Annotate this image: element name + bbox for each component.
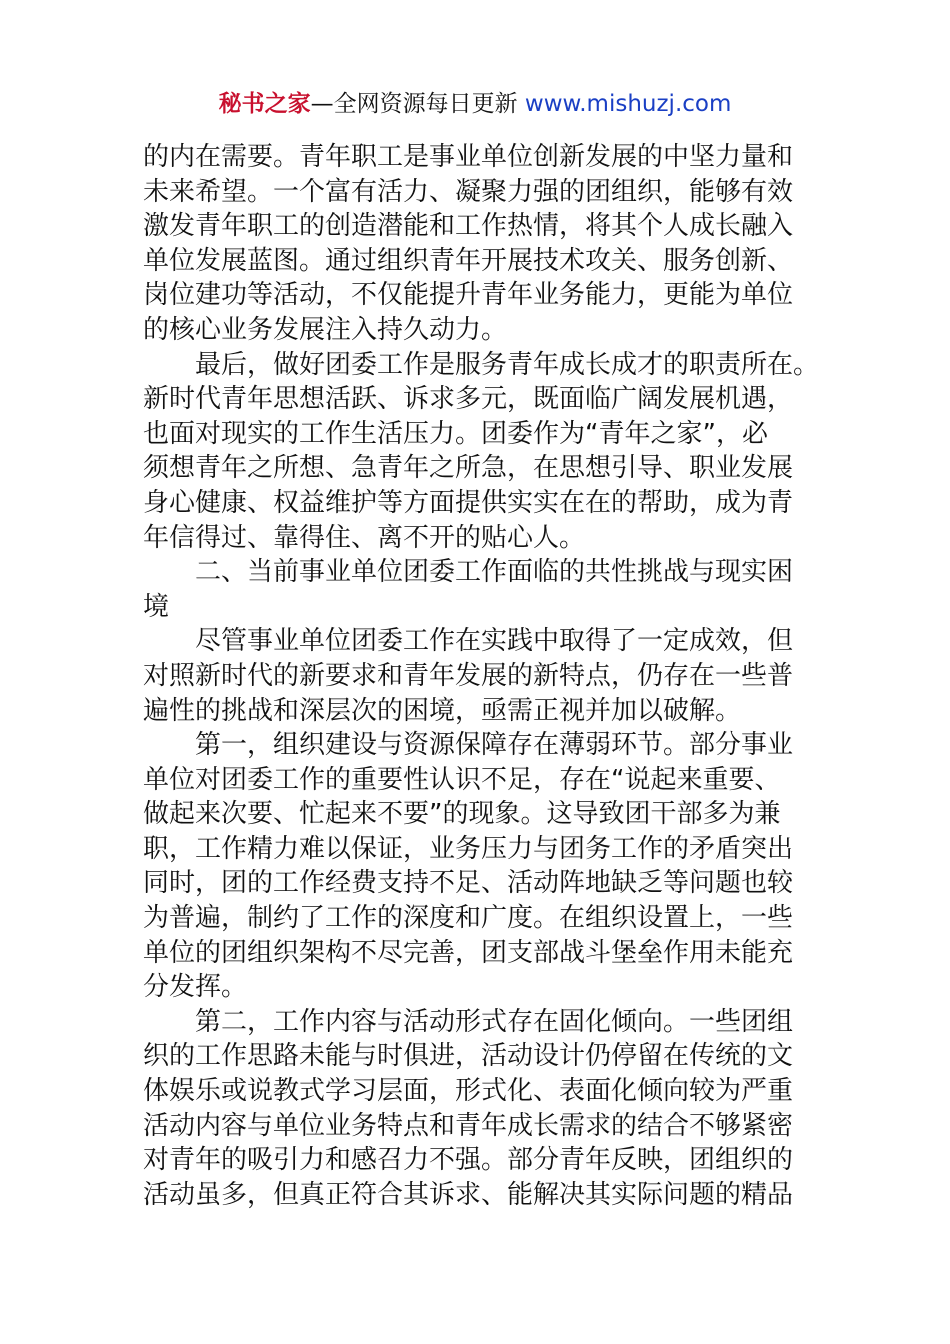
text-line: 对青年的吸引力和感召力不强。部分青年反映，团组织的 xyxy=(143,1145,794,1176)
text-line: 最后，做好团委工作是服务青年成长成才的职责所在。 xyxy=(143,349,820,380)
text-line: 体娱乐或说教式学习层面，形式化、表面化倾向较为严重 xyxy=(143,1076,794,1107)
text-line: 单位对团委工作的重要性认识不足，存在“说起来重要、 xyxy=(143,764,781,795)
text-line: 的核心业务发展注入持久动力。 xyxy=(143,314,508,345)
text-line: 为普遍，制约了工作的深度和广度。在组织设置上，一些 xyxy=(143,903,794,934)
text-line: 也面对现实的工作生活压力。团委作为“青年之家”，必 xyxy=(143,418,768,449)
text-line: 身心健康、权益维护等方面提供实实在在的帮助，成为青 xyxy=(143,487,794,518)
document-body xyxy=(143,140,823,1212)
text-line: 同时，团的工作经费支持不足、活动阵地缺乏等问题也较 xyxy=(143,868,794,899)
header-tagline: —全网资源每日更新 xyxy=(310,91,525,117)
text-line: 单位的团组织架构不尽完善，团支部战斗堡垒作用未能充 xyxy=(143,937,794,968)
section-heading: 二、当前事业单位团委工作面临的共性挑战与现实困 xyxy=(143,557,794,588)
text-line: 第二，工作内容与活动形式存在固化倾向。一些团组 xyxy=(143,1006,794,1037)
text-line: 分发挥。 xyxy=(143,972,248,1003)
site-url-link[interactable]: www.mishuzj.com xyxy=(524,91,732,117)
page-header xyxy=(0,88,950,120)
text-line: 单位发展蓝图。通过组织青年开展技术攻关、服务创新、 xyxy=(143,245,794,276)
text-line: 新时代青年思想活跃、诉求多元，既面临广阔发展机遇， xyxy=(143,384,794,415)
brand-name: 秘书之家 xyxy=(218,91,311,117)
text-line: 织的工作思路未能与时俱进，活动设计仍停留在传统的文 xyxy=(143,1041,794,1072)
text-line: 遍性的挑战和深层次的困境，亟需正视并加以破解。 xyxy=(143,695,742,726)
text-line: 须想青年之所想、急青年之所急，在思想引导、职业发展 xyxy=(143,453,794,484)
text-line: 尽管事业单位团委工作在实践中取得了一定成效，但 xyxy=(143,626,794,657)
text-line: 年信得过、靠得住、离不开的贴心人。 xyxy=(143,522,586,553)
text-line: 活动虽多，但真正符合其诉求、能解决其实际问题的精品 xyxy=(143,1179,794,1210)
text-line: 激发青年职工的创造潜能和工作热情，将其个人成长融入 xyxy=(143,211,794,242)
text-line: 第一，组织建设与资源保障存在薄弱环节。部分事业 xyxy=(143,730,794,761)
text-line: 岗位建功等活动，不仅能提升青年业务能力，更能为单位 xyxy=(143,280,794,311)
text-line: 对照新时代的新要求和青年发展的新特点，仍存在一些普 xyxy=(143,660,794,691)
text-line: 职，工作精力难以保证，业务压力与团务工作的矛盾突出 xyxy=(143,833,794,864)
text-line: 活动内容与单位业务特点和青年成长需求的结合不够紧密 xyxy=(143,1110,794,1141)
section-heading: 境 xyxy=(143,591,170,622)
text-line: 做起来次要、忙起来不要”的现象。这导致团干部多为兼 xyxy=(143,799,781,830)
text-line: 的内在需要。青年职工是事业单位创新发展的中坚力量和 xyxy=(143,142,794,172)
text-line: 未来希望。一个富有活力、凝聚力强的团组织，能够有效 xyxy=(143,176,794,207)
